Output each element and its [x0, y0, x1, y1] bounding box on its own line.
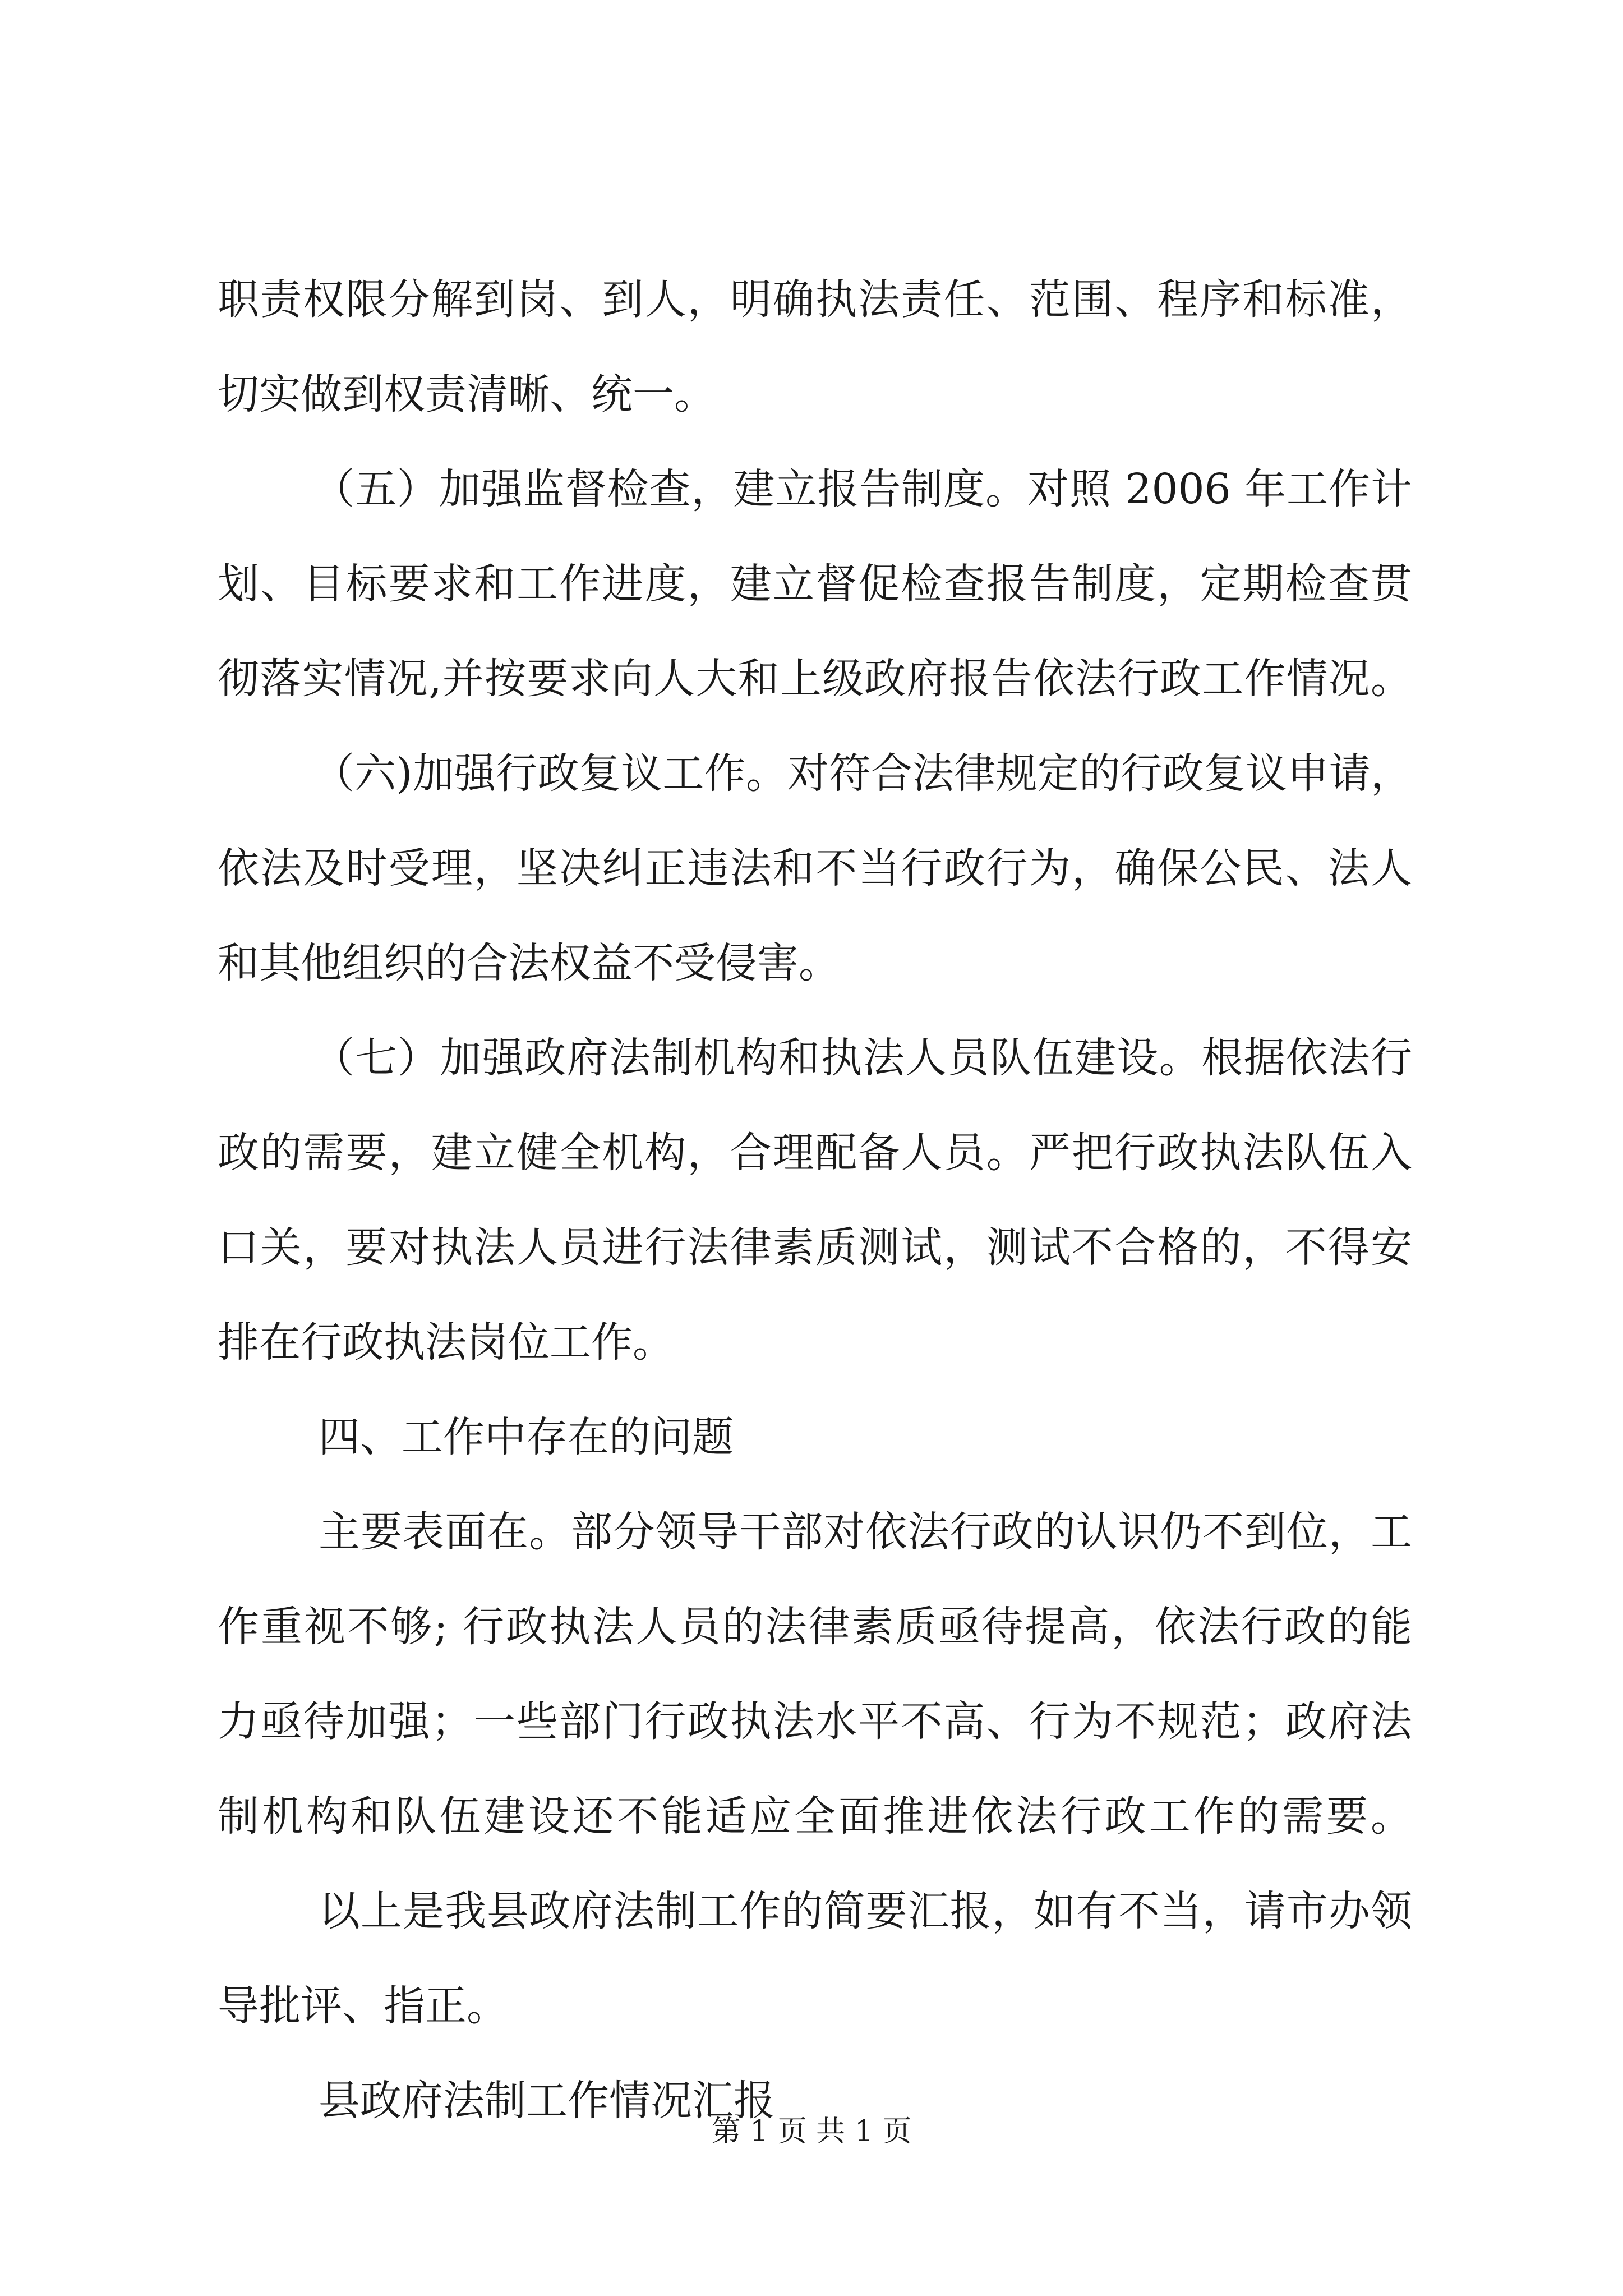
text-line: 切实做到权责清晰、统一。	[218, 370, 716, 418]
text-line: 主要表面在。部分领导干部对依法行政的认识仍不到位，工	[319, 1508, 1412, 1556]
text-line: 政的需要，建立健全机构，合理配备人员。严把行政执法队伍入	[218, 1129, 1412, 1177]
text-line: 以上是我县政府法制工作的简要汇报，如有不当，请市办领	[319, 1887, 1412, 1935]
text-line: 口关，要对执法人员进行法律素质测试，测试不合格的，不得安	[218, 1223, 1412, 1272]
text-line: （五）加强监督检查，建立报告制度。对照 2006 年工作计	[313, 465, 1412, 513]
text-line: 彻落实情况,并按要求向人大和上级政府报告依法行政工作情况。	[218, 655, 1412, 703]
text-line: 和其他组织的合法权益不受侵害。	[218, 939, 840, 987]
document-title-line: 县政府法制工作情况汇报	[319, 2077, 775, 2125]
page-footer: 第 1 页 共 1 页	[711, 2115, 912, 2148]
text-line: 划、目标要求和工作进度，建立督促检查报告制度，定期检查贯	[218, 560, 1412, 608]
section-heading: 四、工作中存在的问题	[319, 1413, 734, 1461]
text-line: 导批评、指正。	[218, 1982, 508, 2030]
text-line: 职责权限分解到岗、到人，明确执法责任、范围、程序和标准，	[218, 275, 1412, 324]
text-line: （七）加强政府法制机构和执法人员队伍建设。根据依法行	[313, 1034, 1412, 1082]
document-body	[218, 252, 1412, 2148]
text-line: 力亟待加强；一些部门行政执法水平不高、行为不规范；政府法	[218, 1697, 1412, 1746]
text-line: （六)加强行政复议工作。对符合法律规定的行政复议申请，	[313, 749, 1412, 798]
text-line: 制机构和队伍建设还不能适应全面推进依法行政工作的需要。	[218, 1792, 1412, 1841]
text-line: 排在行政执法岗位工作。	[218, 1318, 674, 1366]
text-line: 作重视不够; 行政执法人员的法律素质亟待提高，依法行政的能	[218, 1603, 1412, 1651]
text-line: 依法及时受理，坚决纠正违法和不当行政行为，确保公民、法人	[218, 844, 1412, 892]
